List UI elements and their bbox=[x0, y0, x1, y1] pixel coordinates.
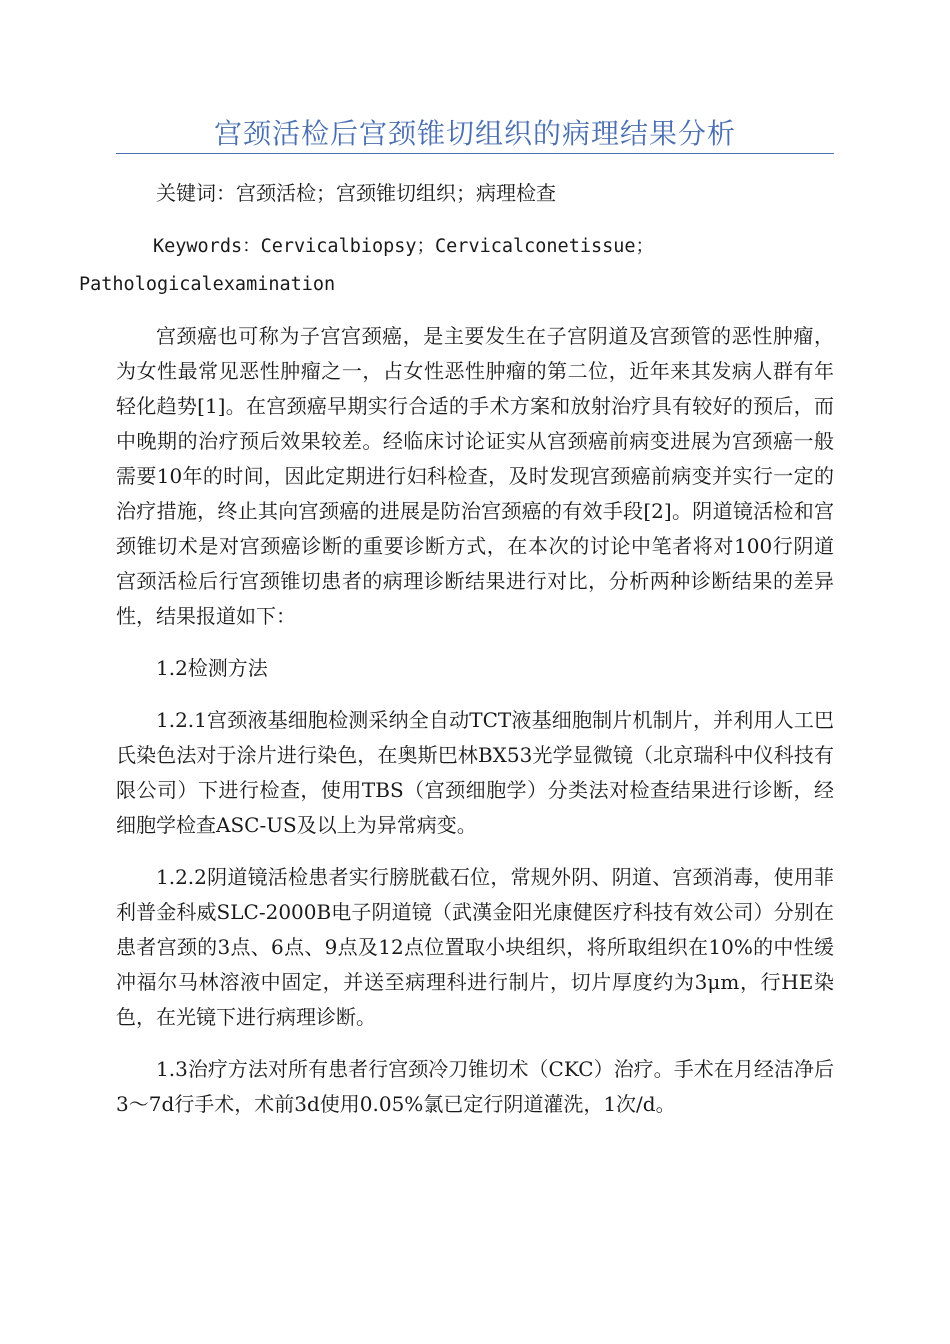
heading-1-2: 1.2检测方法 bbox=[156, 656, 268, 680]
paragraph-1-3: 1.3治疗方法对所有患者行宫颈冷刀锥切术（CKC）治疗。手术在月经洁净后3～7d行手术，术前3d使用0.05%氯已定行阴道灌洗，1次/d。 bbox=[116, 1057, 834, 1116]
keywords-cn: 关键词：宫颈活检；宫颈锥切组织；病理检查 bbox=[156, 181, 556, 205]
paragraph-1-2-1: 1.2.1宫颈液基细胞检测采纳全自动TCT液基细胞制片机制片，并利用人工巴氏染色法对于涂片进行染色，在奥斯巴林BX53光学显微镜（北京瑞科中仪科技有限公司）下进行检查，使用TBS（宫颈细胞学）分类法对检查结果进行诊断，经细胞学检查ASC-US及以上为异常病变。 bbox=[116, 708, 834, 837]
keywords-en bbox=[79, 228, 834, 304]
paragraph-1-2-2: 1.2.2阴道镜活检患者实行膀胱截石位，常规外阴、阴道、宫颈消毒，使用菲利普金科威SLC-2000B电子阴道镜（武漢金阳光康健医疗科技有效公司）分别在患者宫颈的3点、6点、9点及12点位置取小块组织，将所取组织在10%的中性缓冲福尔马林溶液中固定，并送至病理科进行制片，切片厚度约为3μm，行HE染色，在光镜下进行病理诊断。 bbox=[116, 865, 834, 1029]
keywords-en-line1: Keywords：Cervicalbiopsy；Cervicalconetissue； bbox=[153, 236, 655, 257]
document-title: 宫颈活检后宫颈锥切组织的病理结果分析 bbox=[213, 117, 736, 150]
document-body bbox=[79, 176, 834, 1139]
keywords-en-line2: Pathologicalexamination bbox=[79, 274, 336, 295]
paragraph-intro: 宫颈癌也可称为子宫宫颈癌，是主要发生在子宫阴道及宫颈管的恶性肿瘤，为女性最常见恶性肿瘤之一，占女性恶性肿瘤的第二位，近年来其发病人群有年轻化趋势[1]。在宫颈癌早期实行合适的手术方案和放射治疗具有较好的预后，而中晚期的治疗预后效果较差。经临床讨论证实从宫颈癌前病变进展为宫颈癌一般需要10年的时间，因此定期进行妇科检查，及时发现宫颈癌前病变并实行一定的治疗措施，终止其向宫颈癌的进展是防治宫颈癌的有效手段[2]。阴道镜活检和宫颈锥切术是对宫颈癌诊断的重要诊断方式，在本次的讨论中笔者将对100行阴道宫颈活检后行宫颈锥切患者的病理诊断结果进行对比，分析两种诊断结果的差异性，结果报道如下： bbox=[116, 324, 834, 628]
title-underline bbox=[116, 153, 834, 154]
